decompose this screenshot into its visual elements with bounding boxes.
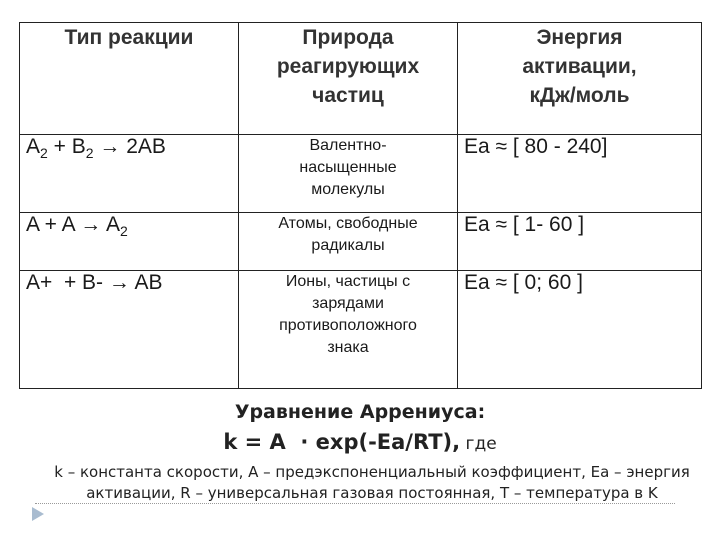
- nature-cell: Валентно- насыщенные молекулы: [239, 135, 458, 213]
- table-row: [20, 213, 702, 271]
- reaction-cell: $A_2 + B_2 \to 2AB$: [20, 135, 239, 213]
- energy-cell: Ea ≈ [ 0; 60 ]: [458, 271, 702, 389]
- triangle-bullet-icon: [30, 506, 46, 522]
- arrhenius-title: Уравнение Аррениуса:: [234, 401, 486, 423]
- arrhenius-formula: k = A · exp(-Ea/RT), где: [223, 430, 497, 454]
- variable-legend: k – константа скорости, A – предэкспоненциальный коэффициент, Ea – энергия активации, R – универсальная газовая постоянная, T – температура в K: [54, 463, 690, 502]
- dotted-divider: [35, 503, 675, 504]
- energy-cell: Ea ≈ [ 1- 60 ]: [458, 213, 702, 271]
- reaction-cell: A+ + B- → AB: [20, 271, 239, 389]
- reaction-cell: $A + A \to A_2$: [20, 213, 239, 271]
- header-particle-nature: Природа реагирующих частиц: [239, 23, 458, 135]
- header-reaction-type: Тип реакции: [20, 23, 239, 135]
- header-activation-energy: Энергия активации, кДж/моль: [458, 23, 702, 135]
- table-row: [20, 135, 702, 213]
- table-row: [20, 271, 702, 389]
- table-header-row: [20, 23, 702, 135]
- energy-cell: Ea ≈ [ 80 - 240]: [458, 135, 702, 213]
- nature-cell: Ионы, частицы с зарядами противоположного знака: [239, 271, 458, 389]
- reaction-table: [19, 22, 702, 389]
- nature-cell: Атомы, свободные радикалы: [239, 213, 458, 271]
